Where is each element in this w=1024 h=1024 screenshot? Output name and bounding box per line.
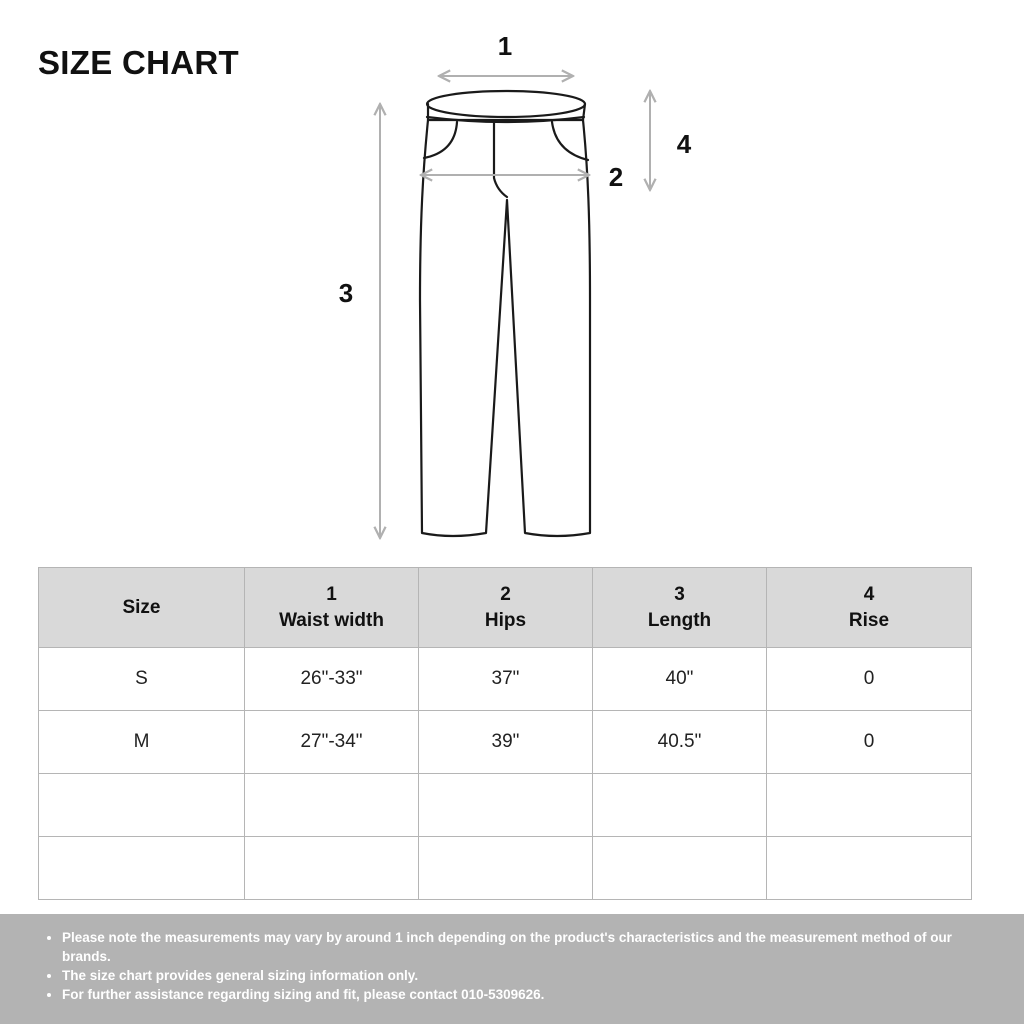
table-cell: [419, 774, 593, 837]
table-row: [39, 837, 972, 900]
header-length: [593, 568, 767, 648]
table-cell: M: [39, 711, 245, 774]
table-row: [39, 774, 972, 837]
header-number: 1: [326, 583, 337, 605]
header-label: Length: [647, 609, 712, 631]
header-number: 2: [500, 583, 511, 605]
table-cell: 27"-34": [245, 711, 419, 774]
table-cell: [39, 774, 245, 837]
header-hips: [419, 568, 593, 648]
table-row: [39, 711, 972, 774]
header-label: Size: [122, 596, 161, 618]
header-label: Rise: [848, 609, 890, 631]
header-number: 4: [863, 583, 875, 605]
label-rise: 4: [676, 129, 692, 159]
table-cell: 40.5": [593, 711, 767, 774]
label-hips: 2: [608, 162, 624, 192]
header-label: Hips: [484, 609, 527, 631]
notes-list: [0, 914, 1024, 1004]
table-cell: S: [39, 648, 245, 711]
table-cell: [39, 837, 245, 900]
size-table: [38, 567, 972, 900]
table-cell: 40": [593, 648, 767, 711]
table-cell: [245, 774, 419, 837]
note-item: • Please note the measurements may vary by around 1 inch depending on the product's characteristics and the measurement method of our brands.: [62, 928, 984, 966]
header-waist: [245, 568, 419, 648]
table-cell: 0: [767, 711, 972, 774]
label-length: 3: [338, 278, 354, 308]
table-cell: [419, 837, 593, 900]
table-cell: 39": [419, 711, 593, 774]
page-title: SIZE CHART: [38, 44, 239, 81]
table-row: [39, 648, 972, 711]
table-cell: 26"-33": [245, 648, 419, 711]
notes-footer: [0, 914, 1024, 1024]
table-cell: [593, 837, 767, 900]
header-label: Waist width: [279, 609, 384, 631]
table-cell: [767, 837, 972, 900]
table-cell: [245, 837, 419, 900]
table-header-row: [39, 568, 972, 648]
header-number: 3: [674, 583, 685, 605]
header-rise: [767, 568, 972, 648]
note-item: • For further assistance regarding sizing and fit, please contact 010-5309626.: [62, 985, 984, 1004]
table-cell: [767, 774, 972, 837]
table-cell: 0: [767, 648, 972, 711]
label-waist: 1: [497, 31, 513, 61]
table-cell: [593, 774, 767, 837]
table-cell: 37": [419, 648, 593, 711]
header-size: [39, 568, 245, 648]
pants-illustration: [420, 91, 590, 536]
note-item: • The size chart provides general sizing information only.: [62, 966, 984, 985]
